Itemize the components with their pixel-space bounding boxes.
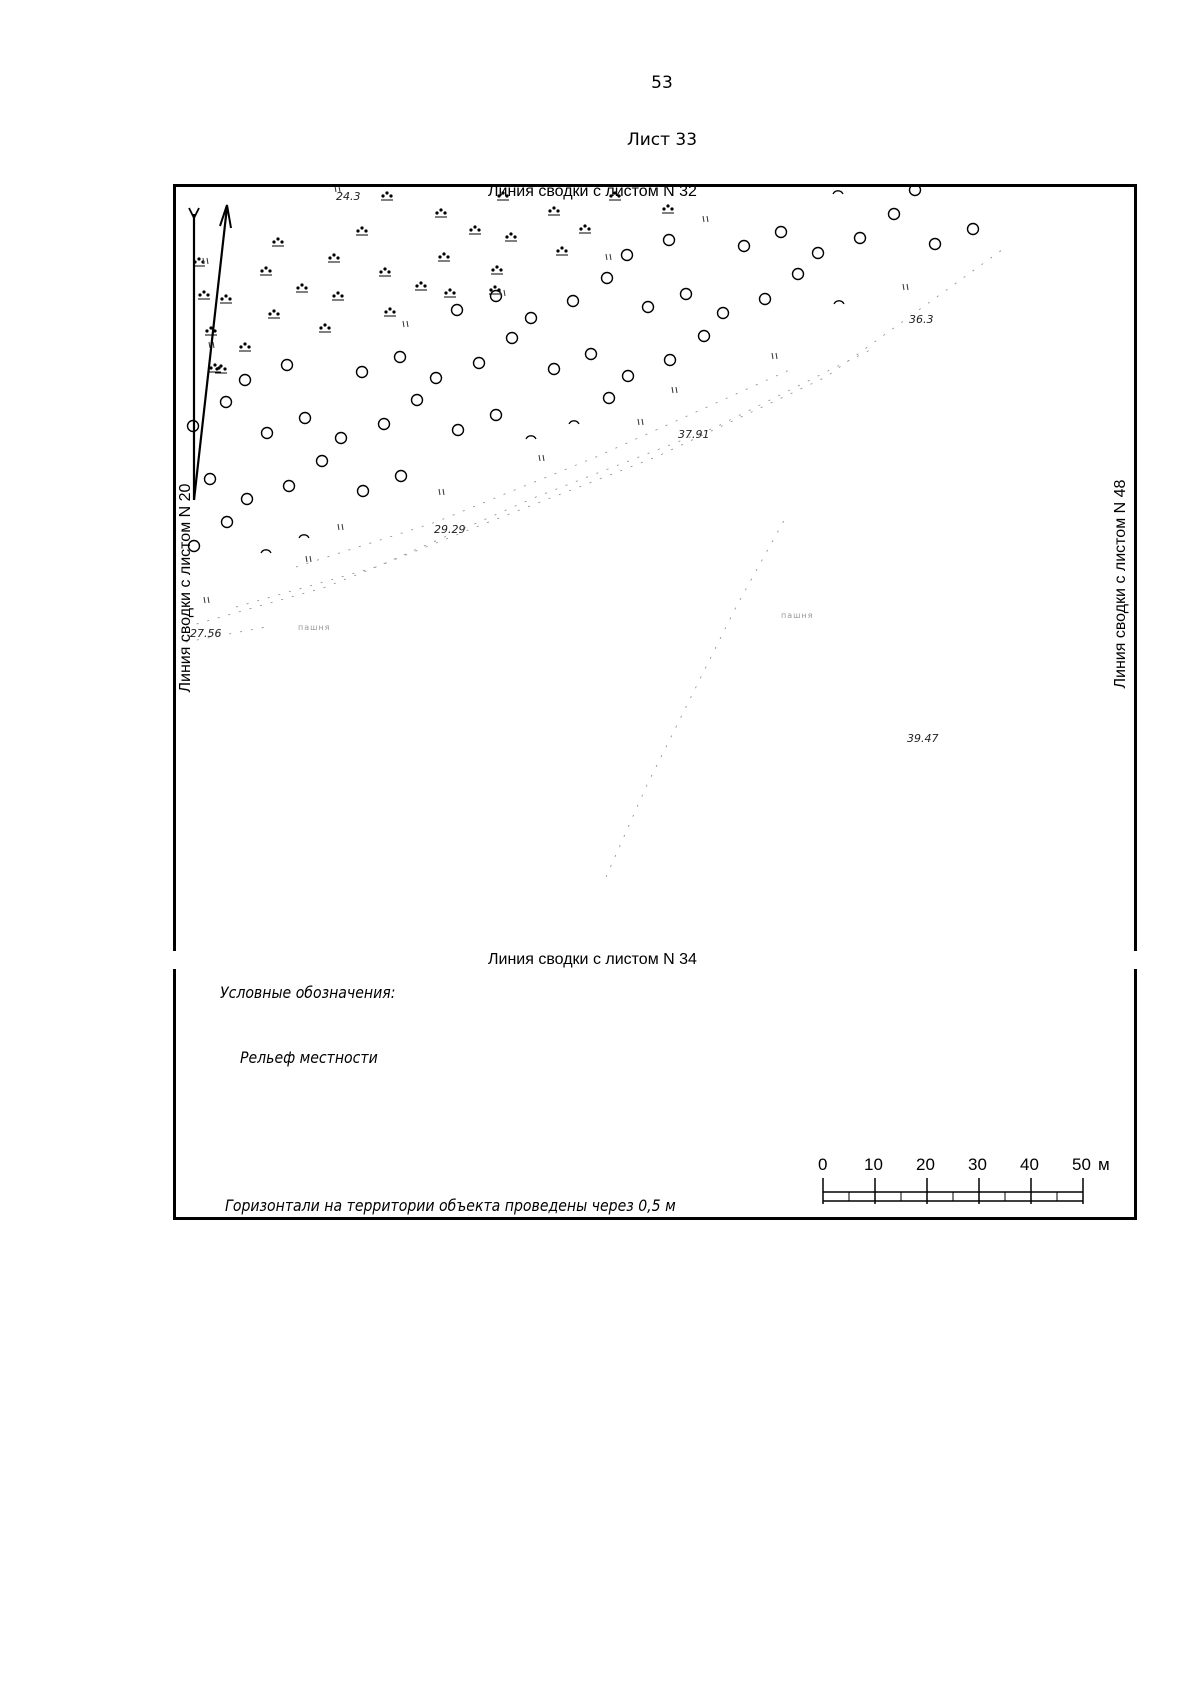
tree-symbol: [300, 413, 311, 424]
tree-symbol: [453, 425, 464, 436]
vegetation-symbol: [435, 208, 447, 217]
vegetation-symbol: [505, 232, 517, 241]
boundary-line: [194, 207, 227, 500]
grass-tick-symbol: [672, 387, 677, 393]
tree-symbol: [205, 474, 216, 485]
spot-height-label: 27.56: [190, 627, 222, 640]
tree-symbol: [813, 248, 824, 259]
tree-symbol-partial: [834, 301, 844, 304]
vegetation-symbol: [220, 294, 232, 303]
tree-symbol: [930, 239, 941, 250]
tree-symbol-partial: [526, 436, 536, 439]
vegetation-symbol: [239, 342, 251, 351]
vegetation-symbol: [415, 281, 427, 290]
tree-symbol: [240, 375, 251, 386]
tree-symbol: [855, 233, 866, 244]
tree-symbol-partial: [299, 535, 309, 538]
boundary-arrow-icon: [189, 208, 199, 218]
tree-symbol: [221, 397, 232, 408]
scale-bar: [820, 1155, 1120, 1207]
scale-tick-20: 20: [916, 1155, 935, 1174]
vegetation-symbol: [209, 363, 221, 372]
tree-symbol: [317, 456, 328, 467]
tree-symbol: [699, 331, 710, 342]
scale-tick-50: 50: [1072, 1155, 1091, 1174]
tree-symbol: [412, 395, 423, 406]
tree-symbol: [622, 250, 633, 261]
grass-tick-symbol: [638, 419, 643, 425]
vegetation-symbol: [332, 291, 344, 300]
tree-symbol: [568, 296, 579, 307]
grass-tick-symbol: [772, 353, 777, 359]
scale-tick-40: 40: [1020, 1155, 1039, 1174]
spot-height-label: 37.91: [678, 428, 710, 441]
tree-symbol: [623, 371, 634, 382]
vegetation-symbol: [268, 309, 280, 318]
grass-tick-symbol: [204, 597, 209, 603]
edge-label-right: Линия сводки с листом N 48: [1112, 479, 1129, 689]
tree-symbol: [586, 349, 597, 360]
scale-unit: м: [1098, 1155, 1110, 1174]
vegetation-symbol: [556, 246, 568, 255]
tree-symbol: [282, 360, 293, 371]
vegetation-symbol: [272, 237, 284, 246]
edge-label-bottom: Линия сводки с листом N 34: [0, 951, 1185, 969]
grass-tick-symbol: [539, 455, 544, 461]
land-use-label: пашня: [298, 623, 331, 632]
grass-tick-symbol: [403, 321, 408, 327]
vegetation-symbol: [296, 283, 308, 292]
grass-tick-symbol: [903, 284, 908, 290]
tree-symbol: [491, 410, 502, 421]
spot-height-label: 39.47: [907, 732, 939, 745]
scale-tick-10: 10: [864, 1155, 883, 1174]
spot-height-label: 36.3: [909, 313, 934, 326]
tree-symbol: [507, 333, 518, 344]
vegetation-symbol: [205, 326, 217, 335]
tree-symbol: [968, 224, 979, 235]
grass-tick-symbol: [703, 216, 708, 222]
contour-line: [296, 367, 796, 567]
tree-symbol: [739, 241, 750, 252]
tree-symbol: [604, 393, 615, 404]
tree-symbol: [379, 419, 390, 430]
grass-tick-symbol: [203, 258, 208, 264]
edge-label-top: Линия сводки с листом N 32: [488, 183, 697, 200]
tree-symbol-partial: [569, 421, 579, 424]
vegetation-symbol: [198, 290, 210, 299]
tree-symbol: [776, 227, 787, 238]
tree-symbol: [681, 289, 692, 300]
land-use-label: пашня: [781, 611, 814, 620]
tree-symbol: [431, 373, 442, 384]
grass-tick-symbol: [306, 556, 311, 562]
tree-symbol: [549, 364, 560, 375]
vegetation-symbol: [379, 267, 391, 276]
tree-symbol: [222, 517, 233, 528]
vegetation-symbol: [319, 323, 331, 332]
scale-tick-0: 0: [818, 1155, 828, 1174]
tree-symbol: [336, 433, 347, 444]
spot-height-label: 24.3: [336, 190, 361, 203]
vegetation-symbol: [444, 288, 456, 297]
edge-label-left: Линия сводки с листом N 20: [177, 483, 194, 693]
vegetation-symbol: [260, 266, 272, 275]
grass-tick-symbol: [439, 489, 444, 495]
vegetation-symbol: [438, 252, 450, 261]
tree-symbol-partial: [261, 550, 271, 553]
vegetation-symbol: [579, 224, 591, 233]
contour-line: [236, 347, 876, 607]
vegetation-symbol: [662, 204, 674, 213]
scale-tick-30: 30: [968, 1155, 987, 1174]
spot-height-label: 29.29: [434, 523, 466, 536]
tree-symbol: [664, 235, 675, 246]
tree-symbol: [760, 294, 771, 305]
vegetation-symbol: [356, 226, 368, 235]
vegetation-symbol: [328, 253, 340, 262]
vegetation-symbol: [491, 265, 503, 274]
tree-symbol: [491, 291, 502, 302]
contour-line: [186, 247, 1006, 627]
tree-symbol: [665, 355, 676, 366]
vegetation-symbol: [384, 307, 396, 316]
tree-symbol: [889, 209, 900, 220]
vegetation-symbol: [469, 225, 481, 234]
grass-tick-symbol: [500, 290, 505, 296]
tree-symbol: [396, 471, 407, 482]
tree-symbol: [526, 313, 537, 324]
page-number: 53: [651, 73, 673, 93]
vegetation-symbol: [548, 206, 560, 215]
tree-symbol: [357, 367, 368, 378]
tree-symbol: [793, 269, 804, 280]
grass-tick-symbol: [338, 524, 343, 530]
contour-line: [606, 517, 786, 877]
tree-symbol: [395, 352, 406, 363]
tree-symbol: [474, 358, 485, 369]
tree-symbol: [358, 486, 369, 497]
tree-symbol: [452, 305, 463, 316]
grass-tick-symbol: [606, 254, 611, 260]
tree-symbol: [643, 302, 654, 313]
tree-symbol: [284, 481, 295, 492]
tree-symbol: [262, 428, 273, 439]
legend-item-relief: Рельеф местности: [240, 1048, 378, 1067]
tree-symbol: [718, 308, 729, 319]
tree-symbol: [242, 494, 253, 505]
tree-symbol: [602, 273, 613, 284]
contour-interval-note: Горизонтали на территории объекта проведены через 0,5 м: [225, 1196, 676, 1215]
legend-heading: Условные обозначения:: [220, 983, 396, 1002]
sheet-title: Лист 33: [626, 130, 698, 150]
